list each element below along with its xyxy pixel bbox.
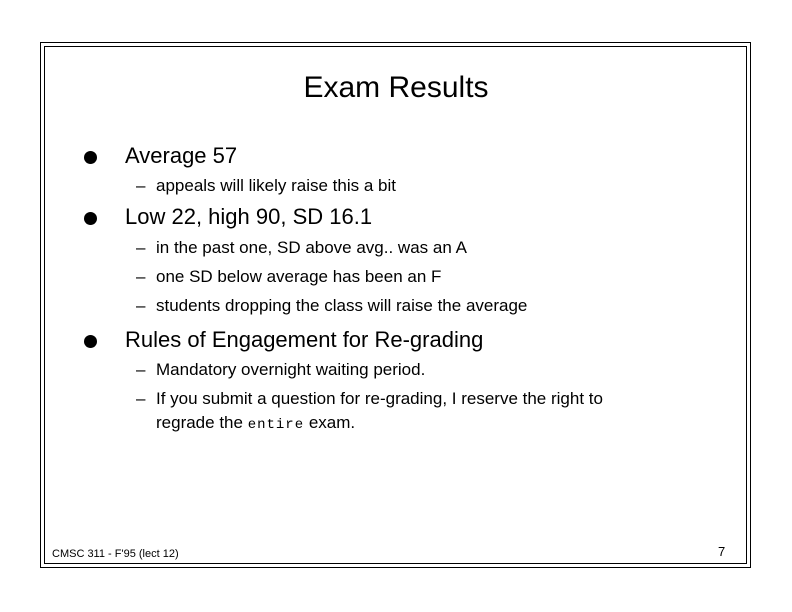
sub-bullet-text: Mandatory overnight waiting period. [156, 360, 426, 379]
regrade-emphasis: entire [247, 417, 305, 433]
bullet-text: Average 57 [125, 143, 238, 168]
regrade-pre: regrade the [156, 413, 248, 432]
dash-icon: – [136, 360, 146, 379]
sub-bullet-text: appeals will likely raise this a bit [156, 176, 396, 195]
dash-icon: – [136, 296, 146, 315]
sub-bullet-text: in the past one, SD above avg.. was an A [156, 238, 467, 257]
sub-bullet-text: students dropping the class will raise the average [156, 296, 528, 315]
bullet-text: Rules of Engagement for Re-grading [125, 327, 484, 352]
dash-icon: – [136, 389, 146, 408]
dash-icon: – [136, 267, 146, 286]
bullet-text: Low 22, high 90, SD 16.1 [125, 204, 373, 229]
dash-icon: – [136, 238, 146, 257]
bullet-dot-icon [84, 212, 97, 225]
sub-bullet-text-cont [156, 412, 355, 436]
slide-title: Exam Results [303, 71, 489, 104]
slide-footer: CMSC 311 - F'95 (lect 12) [52, 548, 179, 560]
bullet-dot-icon [84, 151, 97, 164]
page-number: 7 [718, 544, 726, 559]
sub-bullet-text: one SD below average has been an F [156, 267, 442, 286]
sub-bullet-text: If you submit a question for re-grading, I reserve the right to [156, 389, 603, 408]
regrade-post: exam. [304, 413, 356, 432]
dash-icon: – [136, 176, 146, 195]
bullet-dot-icon [84, 335, 97, 348]
